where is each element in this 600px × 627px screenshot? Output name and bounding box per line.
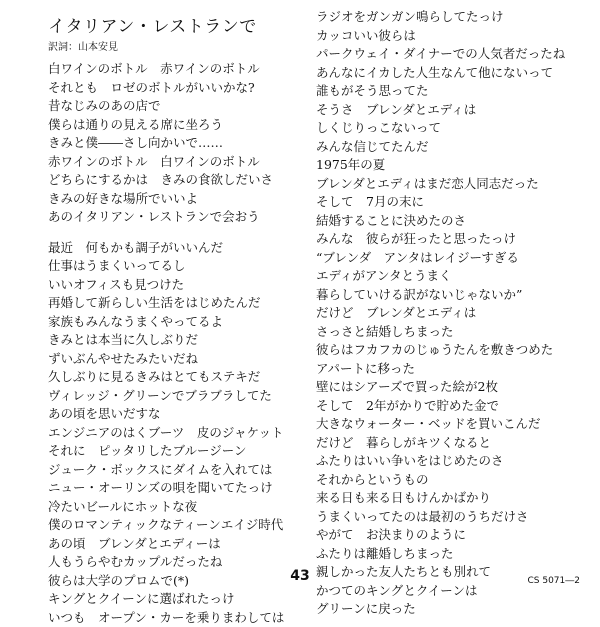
lyric-line: エディがアンタとうまく [316, 267, 566, 286]
lyric-line: そして 7月の末に [316, 193, 566, 212]
lyric-line: 人もうらやむカップルだったね [48, 553, 293, 572]
lyric-line: それからというもの [316, 471, 566, 490]
lyric-line: きみと僕――さし向かいで…… [48, 134, 293, 153]
catalog-number: CS 5071―2 [528, 576, 581, 586]
lyric-line: パークウェイ・ダイナーでの人気者だったね [316, 45, 566, 64]
lyric-line: 赤ワインのボトル 白ワインのボトル [48, 153, 293, 172]
lyric-line: 最近 何もかも調子がいいんだ [48, 239, 293, 258]
lyric-line: 結婚することに決めたのさ [316, 212, 566, 231]
lyric-line: 大きなウォーター・ベッドを買いこんだ [316, 415, 566, 434]
lyric-line: 再婚して新らしい生活をはじめたんだ [48, 294, 293, 313]
lyric-line: そうさ ブレンダとエディは [316, 101, 566, 120]
lyrics-column-right [316, 8, 566, 619]
lyric-line: きみの好きな場所でいいよ [48, 190, 293, 209]
translator-credit: 訳詞：山本安見 [48, 38, 118, 53]
lyric-line: やがて お決まりのように [316, 526, 566, 545]
song-title: イタリアン・レストランで [48, 12, 257, 37]
lyric-line: 彼らはフカフカのじゅうたんを敷きつめた [316, 341, 566, 360]
lyric-line: 昔なじみのあの店で [48, 97, 293, 116]
lyric-line: あの頃を思いだすな [48, 405, 293, 424]
lyric-line: 白ワインのボトル 赤ワインのボトル [48, 60, 293, 79]
lyric-line: それとも ロゼのボトルがいいかな? [48, 79, 293, 98]
lyric-line: 僕らは通りの見える席に坐ろう [48, 116, 293, 135]
lyric-line: 家族もみんなうまくやってるよ [48, 313, 293, 332]
lyric-line: エンジニアのはくブーツ 皮のジャケット [48, 424, 293, 443]
lyric-line: しくじりっこないって [316, 119, 566, 138]
lyric-line: あんなにイカした人生なんて他にないって [316, 64, 566, 83]
lyric-line: ずいぶんやせたみたいだね [48, 350, 293, 369]
lyric-line: みんな信じてたんだ [316, 138, 566, 157]
lyric-line: 僕のロマンティックなティーンエイジ時代 [48, 516, 293, 535]
lyric-line: 久しぶりに見るきみはとてもステキだ [48, 368, 293, 387]
lyric-line: ふたりはいい争いをはじめたのさ [316, 452, 566, 471]
lyric-line: ふたりは離婚しちまった [316, 545, 566, 564]
lyric-line: 1975年の夏 [316, 156, 566, 175]
lyric-line: 誰もがそう思ってた [316, 82, 566, 101]
lyric-line: ヴィレッジ・グリーンでブラブラしてた [48, 387, 293, 406]
lyric-line: それに ピッタリしたブルージーン [48, 442, 293, 461]
lyrics-column-left [48, 60, 293, 627]
lyric-line: 仕事はうまくいってるし [48, 257, 293, 276]
lyric-line: だけど ブレンダとエディは [316, 304, 566, 323]
lyric-line: 冷たいビールにホットな夜 [48, 498, 293, 517]
lyric-line: ジューク・ボックスにダイムを入れては [48, 461, 293, 480]
lyric-line: いつも オープン・カーを乗りまわしては [48, 609, 293, 627]
lyric-line: どちらにするかは きみの食欲しだいさ [48, 171, 293, 190]
lyric-line: 親しかった友人たちとも別れて [316, 563, 566, 582]
lyric-line: 来る日も来る日もけんかばかり [316, 489, 566, 508]
lyric-line: ラジオをガンガン鳴らしてたっけ [316, 8, 566, 27]
lyric-line: だけど 暮らしがキツくなると [316, 434, 566, 453]
lyric-line: グリーンに戻った [316, 600, 566, 619]
stanza-break [48, 227, 293, 239]
lyric-line: あのイタリアン・レストランで会おう [48, 208, 293, 227]
lyric-line: キングとクイーンに選ばれたっけ [48, 590, 293, 609]
page-number: 43 [0, 568, 600, 584]
lyric-line: うまくいってたのは最初のうちだけさ [316, 508, 566, 527]
lyric-line: アパートに移った [316, 360, 566, 379]
lyric-line: あの頃 ブレンダとエディーは [48, 535, 293, 554]
lyric-line: かつてのキングとクイーンは [316, 582, 566, 601]
lyric-line: 彼らは大学のプロムで(*) [48, 572, 293, 591]
lyric-line: ブレンダとエディはまだ恋人同志だった [316, 175, 566, 194]
lyric-line: カッコいい彼らは [316, 27, 566, 46]
lyric-line: みんな 彼らが狂ったと思ったっけ [316, 230, 566, 249]
lyric-line: ニュー・オーリンズの唄を聞いてたっけ [48, 479, 293, 498]
lyric-line: きみとは本当に久しぶりだ [48, 331, 293, 350]
lyric-line: 壁にはシアーズで買った絵が2枚 [316, 378, 566, 397]
lyric-line: そして 2年がかりで貯めた金で [316, 397, 566, 416]
lyric-line: 暮らしていける訳がないじゃないか” [316, 286, 566, 305]
lyric-line: さっさと結婚しちまった [316, 323, 566, 342]
lyric-line: いいオフィスも見つけた [48, 276, 293, 295]
lyric-line: “ブレンダ アンタはレイジーすぎる [316, 249, 566, 268]
